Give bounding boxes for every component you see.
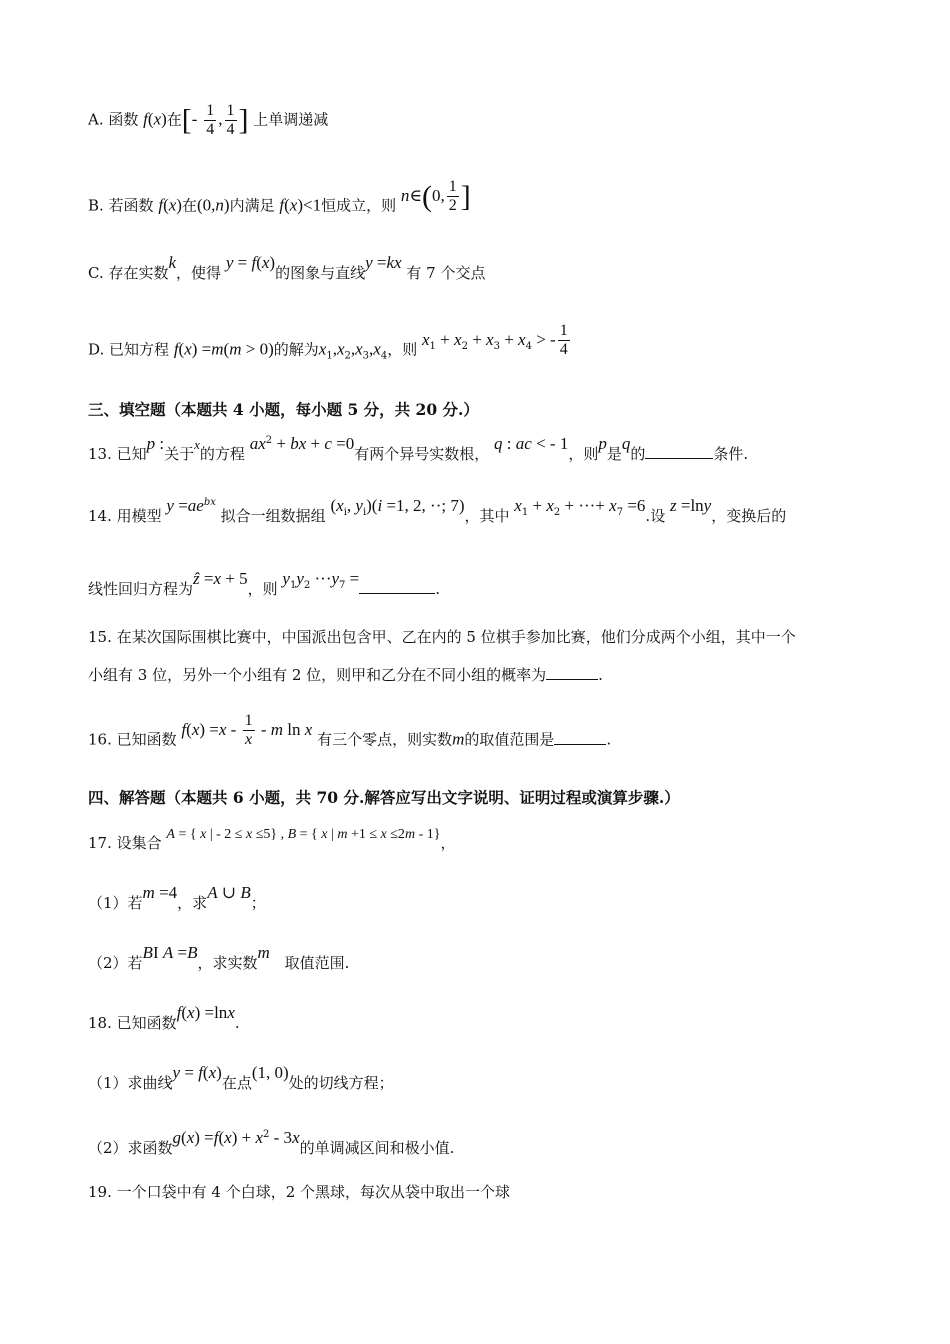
- section-3-title: 三、填空题（本题共 4 小题，每小题 5 分，共 20 分.）: [88, 400, 479, 419]
- question-17: 17. 设集合 A = { x | - 2 ≤ x ≤5} , B = { x | m +1 ≤ x ≤2m - 1}，: [88, 827, 456, 852]
- question-18-part-1: （1）求曲线y = f(x)在点(1, 0)处的切线方程；: [88, 1063, 394, 1092]
- question-15-line-2: 小组有 3 位，另外一个小组有 2 位，则甲和乙分在不同小组的概率为 .: [88, 666, 603, 684]
- question-18: 18. 已知函数f(x) =lnx.: [88, 1003, 240, 1032]
- option-c: C. 存在实数k，使得 y = f(x)的图象与直线y =kx 有 7 个交点: [88, 253, 486, 282]
- question-16: 16. 已知函数 f(x) =x - $\frac{1}{x}$ - m ln x 有三个零点，则实数m的取值范围是 .: [88, 712, 612, 749]
- option-a: A. 函数 f(x)在[- $\frac{1}{4}$ , $\frac{1}{4}$ ] 上单调递减: [88, 102, 329, 138]
- fraction: $\frac{1}{4}$: [226, 102, 235, 138]
- question-17-part-1: （1）若m =4，求A ∪ B；: [88, 883, 266, 912]
- option-b: B. 若函数 f(x)在(0,n)内满足 f(x)<1恒成立，则 n∈(0, $\frac{1}{2}$ ]: [88, 178, 471, 215]
- math-fx: f: [143, 109, 148, 129]
- answer-blank[interactable]: [645, 444, 713, 459]
- question-19: 19. 一个口袋中有 4 个白球，2 个黑球，每次从袋中取出一个球: [88, 1183, 511, 1201]
- option-d: D. 已知方程 f(x) =m(m > 0)的解为$x_1,x_2,x_3,x_4$，则 $x_1 + x_2 + x_3 + x_4$ > - $\frac{1}{4}$: [88, 322, 568, 362]
- question-15-line-1: 15. 在某次国际围棋比赛中，中国派出包含甲、乙在内的 5 位棋手参加比赛，他们分成两个小组，其中一个: [88, 628, 796, 646]
- question-18-part-2: （2）求函数$g(x) =f(x) + x^2 - 3x$的单调减区间和极小值.: [88, 1128, 455, 1157]
- fraction: $\frac{1}{4}$: [206, 102, 215, 138]
- answer-blank[interactable]: [546, 665, 598, 680]
- question-14: 14. 用模型 $y =ae^{bx}$ 拟合一组数据组 ($x_i$, $y_i)(i =1$, 2, ··; 7)，其中 $x_1 + x_2$ + ···+ $x_7 =6$.设 z =lny，变换后的: [88, 496, 787, 525]
- question-14-line-2: 线性回归方程为ẑ =x + 5，则 $y_1y_2 \cdot\cdot\cdot y_7$ =.: [88, 569, 441, 598]
- answer-blank[interactable]: [359, 579, 435, 594]
- answer-blank[interactable]: [554, 730, 606, 745]
- question-17-part-2: （2）若BI A =B，求实数m 取值范围.: [88, 943, 350, 972]
- section-4-title: 四、解答题（本题共 6 小题，共 70 分.解答应写出文字说明、证明过程或演算步骤.）: [88, 788, 680, 807]
- question-13: 13. 已知p :关于x的方程 $ax^2$ + bx + c =0有两个异号实数根， q : ac < - 1，则p是q的 条件.: [88, 434, 749, 463]
